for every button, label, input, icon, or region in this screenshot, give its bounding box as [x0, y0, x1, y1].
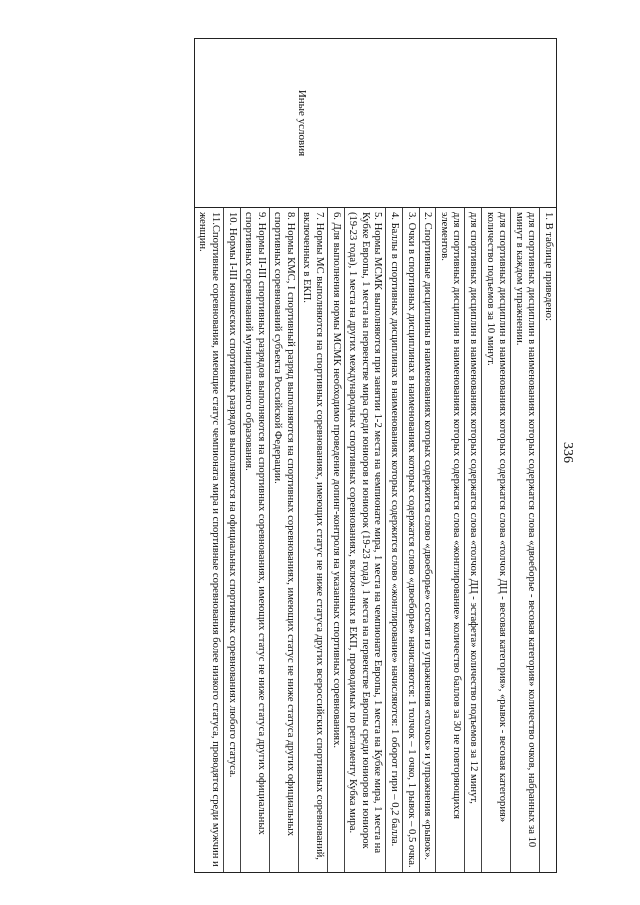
paragraph: 5. Нормы МСМК выполняются при занятии 1-2 места на чемпионате мира, 1 места на чемпионате Европы, 1 места на Кубке мира, 1 места на Кубке Европы, 1 места на первенстве мира среди юниоров и юниорок (19-23 года), 1 места на первенстве Европы среди юниоров и юниорок (19-23 года), 1 места на других международных спортивных соревнованиях, включенных в ЕКП, проводимых по регламенту Кубка мира.: [344, 208, 386, 872]
paragraph: 9. Нормы II-III спортивных разрядов выполняются на спортивных соревнованиях, имеющих статус не ниже статуса других официальных спортивных соревнований муниципального образования.: [240, 208, 269, 872]
paragraph: 7. Нормы МС выполняются на спортивных соревнованиях, имеющих статус не ниже статуса других всероссийских спортивных соревнований, включенных в ЕКП.: [298, 208, 327, 872]
table-row: [194, 39, 556, 873]
paragraph: 6. Для выполнения нормы МСМК необходимо проведение допинг-контроля на указанных спортивных соревнованиях.: [327, 208, 344, 872]
label-cell: [194, 39, 556, 208]
row-label: Иные условия: [296, 89, 308, 157]
paragraph: 3. Очки в спортивных дисциплинах в наименованиях которых содержатся слово «двоеборье» начисляются: 1 толчок – 1 очко, 1 рывок – 0,5 очка.: [402, 208, 419, 872]
rotated-table-wrapper: [69, 38, 557, 870]
paragraph: для спортивных дисциплин в наименованиях которых содержатся слова «двоеборье - весовая категория» количество очков, набранных за 10 минут в каждом упражнении.: [510, 208, 539, 872]
paragraph: для спортивных дисциплин в наименованиях которых содержатся слова «жонглирование» количество баллов за 30 не повторяющихся элементов.: [435, 208, 464, 872]
paragraph: 10. Нормы I-III юношеских спортивных разрядов выполняются на официальных спортивных соревнованиях любого статуса.: [223, 208, 240, 872]
content-cell: [194, 208, 556, 873]
conditions-table: [194, 38, 557, 873]
paragraph: для спортивных дисциплин в наименованиях которых содержатся слова «толчок ДЦ - эстафета» количество подъемов за 12 минут,: [464, 208, 481, 872]
paragraph: 8. Нормы КМС, I спортивный разряд выполняются на спортивных соревнованиях, имеющих статус не ниже статуса других официальных спортивных соревнований субъекта Российской Федерации.: [269, 208, 298, 872]
paragraph: для спортивных дисциплин в наименованиях которых содержатся слова «толчок ДЦ - весовая категория», «рывок - весовая категория» количество подъемов за 10 минут.: [481, 208, 510, 872]
page-number: 336: [560, 442, 575, 463]
paragraph: 2. Спортивные дисциплины в наименованиях которых содержится слово «двоеборье» состоят из упражнения «толчок» и упражнения «рывок».: [419, 208, 436, 872]
paragraph: 1. В таблице приведено:: [539, 208, 556, 872]
paragraph: 11.Спортивные соревнования, имеющие статус чемпионата мира и спортивные соревнования более низкого статуса, проводятся среди мужчин и женщин.: [197, 212, 221, 867]
paragraph: 4. Баллы в спортивных дисциплинах в наименованиях которых содержится слово «жонглирование» начисляются: 1 оборот гири – 0,2 балла.: [385, 208, 402, 872]
